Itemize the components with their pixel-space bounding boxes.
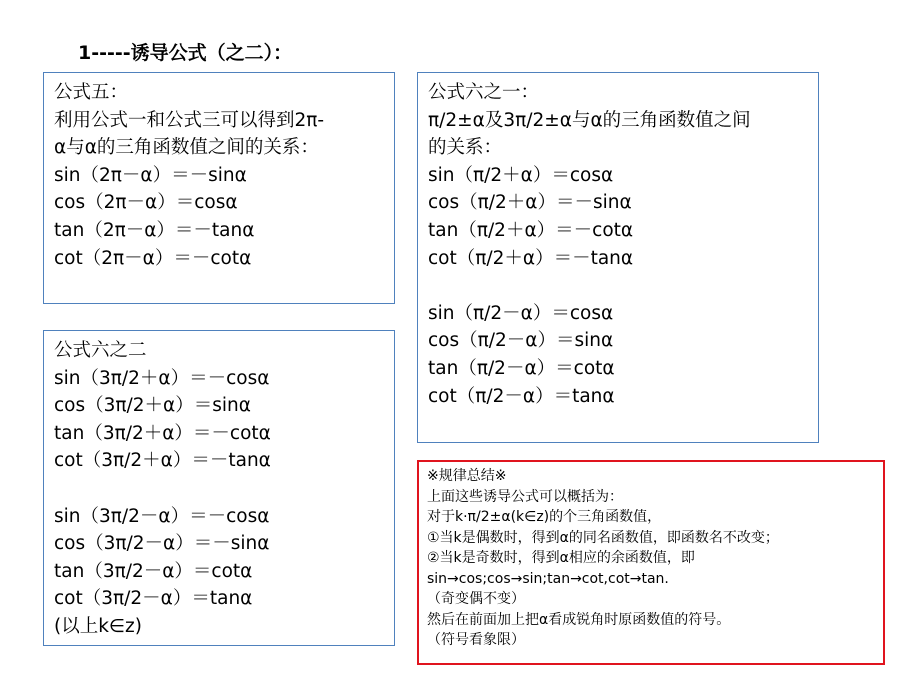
text-line: sin（2π－α）＝－sinα [54,164,247,186]
text-line: cos（2π－α）＝cosα [54,192,238,214]
page-title: 1-----诱导公式（之二）： [78,42,293,64]
text-line: cos（3π/2－α）＝－sinα [54,533,270,555]
text-line: 公式五： [54,82,129,103]
text-line: ※规律总结※ [427,468,507,484]
text-line: cos（3π/2＋α）＝sinα [54,395,251,417]
formula-six-part-one-box [417,72,819,443]
text-line: sin（3π/2－α）＝－cosα [54,505,270,527]
text-line: 然后在前面加上把α看成锐角时原函数值的符号。 [427,611,731,628]
text-line: cos（π/2＋α）＝－sinα [428,192,632,214]
text-line: （符号看象限） [427,632,525,648]
text-line [428,272,808,300]
text-line: ①当k是偶数时，得到α的同名函数值，即函数名不改变； [427,529,779,546]
text-line: α与α的三角函数值之间的关系： [54,137,319,159]
text-line: cot（3π/2－α）＝tanα [54,588,253,610]
text-line: sin→cos;cos→sin;tan→cot,cot→tan. [427,570,669,587]
text-line [54,475,384,503]
text-line: tan（3π/2＋α）＝－cotα [54,422,271,444]
text-line: cot（π/2＋α）＝－tanα [428,247,634,269]
formula-six-part-one-lines [428,79,808,410]
text-line: 公式六之一： [428,82,540,103]
text-line: sin（π/2＋α）＝cosα [428,164,614,186]
text-line: tan（π/2－α）＝cotα [428,357,615,379]
text-line: sin（π/2－α）＝cosα [428,302,614,324]
text-line: 上面这些诱导公式可以概括为： [427,488,623,505]
text-line: ②当k是奇数时，得到α相应的余函数值，即 [427,550,695,566]
text-line: (以上k∈z) [54,615,142,637]
formula-six-part-two-lines [54,337,384,641]
text-line: sin（3π/2＋α）＝－cosα [54,367,270,389]
text-line: tan（3π/2－α）＝cotα [54,560,253,582]
text-line: tan（2π－α）＝－tanα [54,219,255,241]
rule-summary-lines [427,466,875,651]
rule-summary-box [417,460,885,665]
formula-six-part-two-box [43,330,395,646]
text-line: 公式六之二 [54,340,147,361]
text-line: tan（π/2＋α）＝－cotα [428,219,634,241]
text-line: cos（π/2－α）＝sinα [428,330,614,352]
text-line: π/2±α及3π/2±α与α的三角函数值之间 [428,109,751,131]
formula-five-lines [54,79,384,272]
text-line: cot（π/2－α）＝tanα [428,385,615,407]
formula-five-box [43,72,395,304]
text-line: cot（2π－α）＝－cotα [54,247,252,269]
text-line: cot（3π/2＋α）＝－tanα [54,450,271,472]
text-line: 利用公式一和公式三可以得到2π- [54,109,325,131]
text-line: 的关系： [428,137,503,159]
text-line: （奇变偶不变） [427,591,525,607]
text-line: 对于k·π/2±α(k∈z)的个三角函数值， [427,509,662,525]
